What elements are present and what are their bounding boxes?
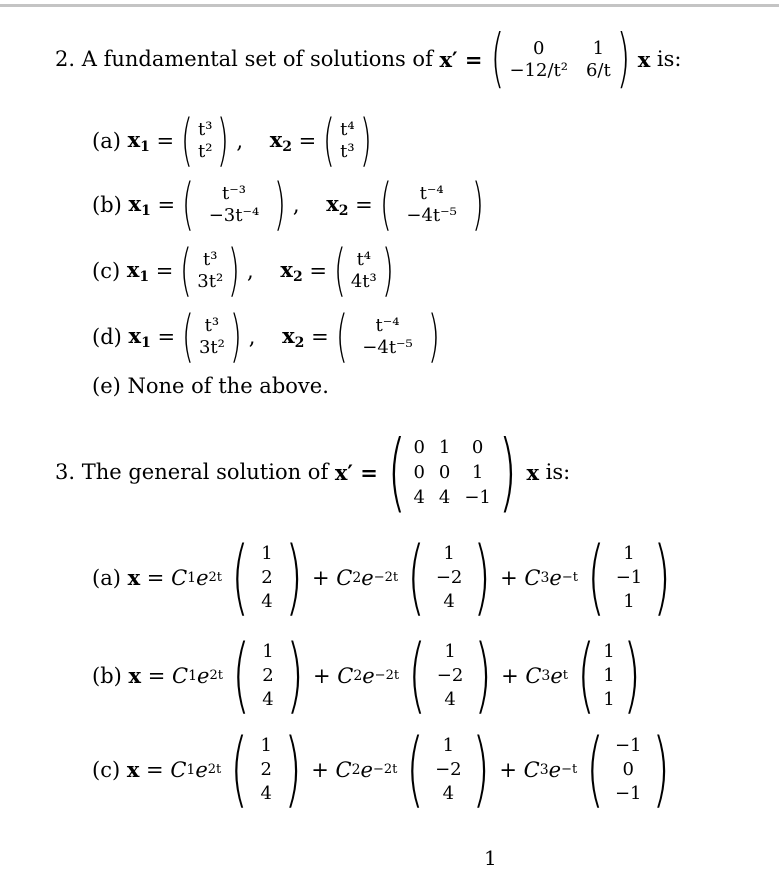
q2b-x2: ( t⁻⁴ −4t⁻⁵ ): [379, 172, 484, 237]
q2d-x1: ( t³ 3t² ): [182, 304, 242, 369]
q2-m12: 1: [592, 37, 605, 59]
q2-option-e: (e) None of the above.: [92, 374, 329, 398]
q2a-x1: ( t³ t² ): [181, 108, 230, 173]
q2-option-c: (c) $x_1$ = ( t³ 3t² ) , $x_2$ = ( t⁴ 4t³ ): [92, 238, 401, 303]
option-label: (c): [92, 258, 121, 283]
q3-matrix: ( 0 1 0 0 0 1 4 4 −1 ): [387, 422, 517, 522]
q2-statement: [55, 22, 681, 96]
q2-m11: 0: [532, 37, 545, 59]
q2-is: is:: [656, 47, 682, 71]
q2-matrix: ( 0 1 −12/t² 6/t ): [490, 22, 631, 96]
q3-option-b: (b) x = C 1 e 2t ( 1 2 4 ) + C 2 e −2t ( 1 −2 4 ) + C 3 e t ( 1 1 1 ): [92, 628, 641, 723]
q2c-x2: ( t⁴ 4t³ ): [333, 238, 394, 303]
q2b-x1: ( t⁻³ −3t⁻⁴ ): [182, 172, 286, 237]
q2-m21: −12/t²: [509, 59, 568, 81]
q3-statement: [55, 422, 570, 522]
q3-is: is:: [545, 460, 571, 484]
q3-x: x: [526, 459, 539, 485]
q2d-x2: ( t⁻⁴ −4t⁻⁵ ): [335, 304, 440, 369]
option-label: (a): [92, 128, 121, 153]
q2-lhs: x′ =: [439, 46, 483, 72]
q3-prompt: The general solution of: [81, 460, 329, 484]
page-number: 1: [484, 846, 497, 870]
q3-lhs: x′ =: [334, 459, 378, 485]
option-label: (d): [92, 324, 122, 349]
option-label: (c): [92, 757, 121, 782]
option-label: (a): [92, 565, 121, 590]
q2-m22: 6/t: [585, 59, 611, 81]
option-label: (b): [92, 192, 122, 217]
q2a-x2: ( t⁴ t³ ): [323, 108, 372, 173]
option-label: (b): [92, 663, 122, 688]
q2c-x1: ( t³ 3t² ): [180, 238, 241, 303]
top-rule: [0, 4, 779, 7]
q3-option-c: (c) x = C 1 e 2t ( 1 2 4 ) + C 2 e −2t ( 1 −2 4 ) + C 3 e −t ( −1 0 −1 ): [92, 722, 671, 817]
q2-number: 2.: [55, 47, 76, 71]
q2-option-b: (b) $x_1$ = ( t⁻³ −3t⁻⁴ ) , $x_2$ = ( t⁻⁴ −4t⁻⁵ ): [92, 172, 490, 237]
q3-number: 3.: [55, 460, 76, 484]
q2-prompt: A fundamental set of solutions of: [81, 47, 433, 71]
q2-x: x: [637, 46, 651, 72]
q3-option-a: (a) x = C 1 e 2t ( 1 2 4 ) + C 2 e −2t ( 1 −2 4 ) + C 3 e −t ( 1 −1 1 ): [92, 530, 671, 625]
q2-option-a: (a) $x_1$ = ( t³ t² ) , $x_2$ = ( t⁴ t³ ): [92, 108, 378, 173]
q2-option-d: (d) $x_1$ = ( t³ 3t² ) , $x_2$ = ( t⁻⁴ −4t⁻⁵ ): [92, 304, 446, 369]
